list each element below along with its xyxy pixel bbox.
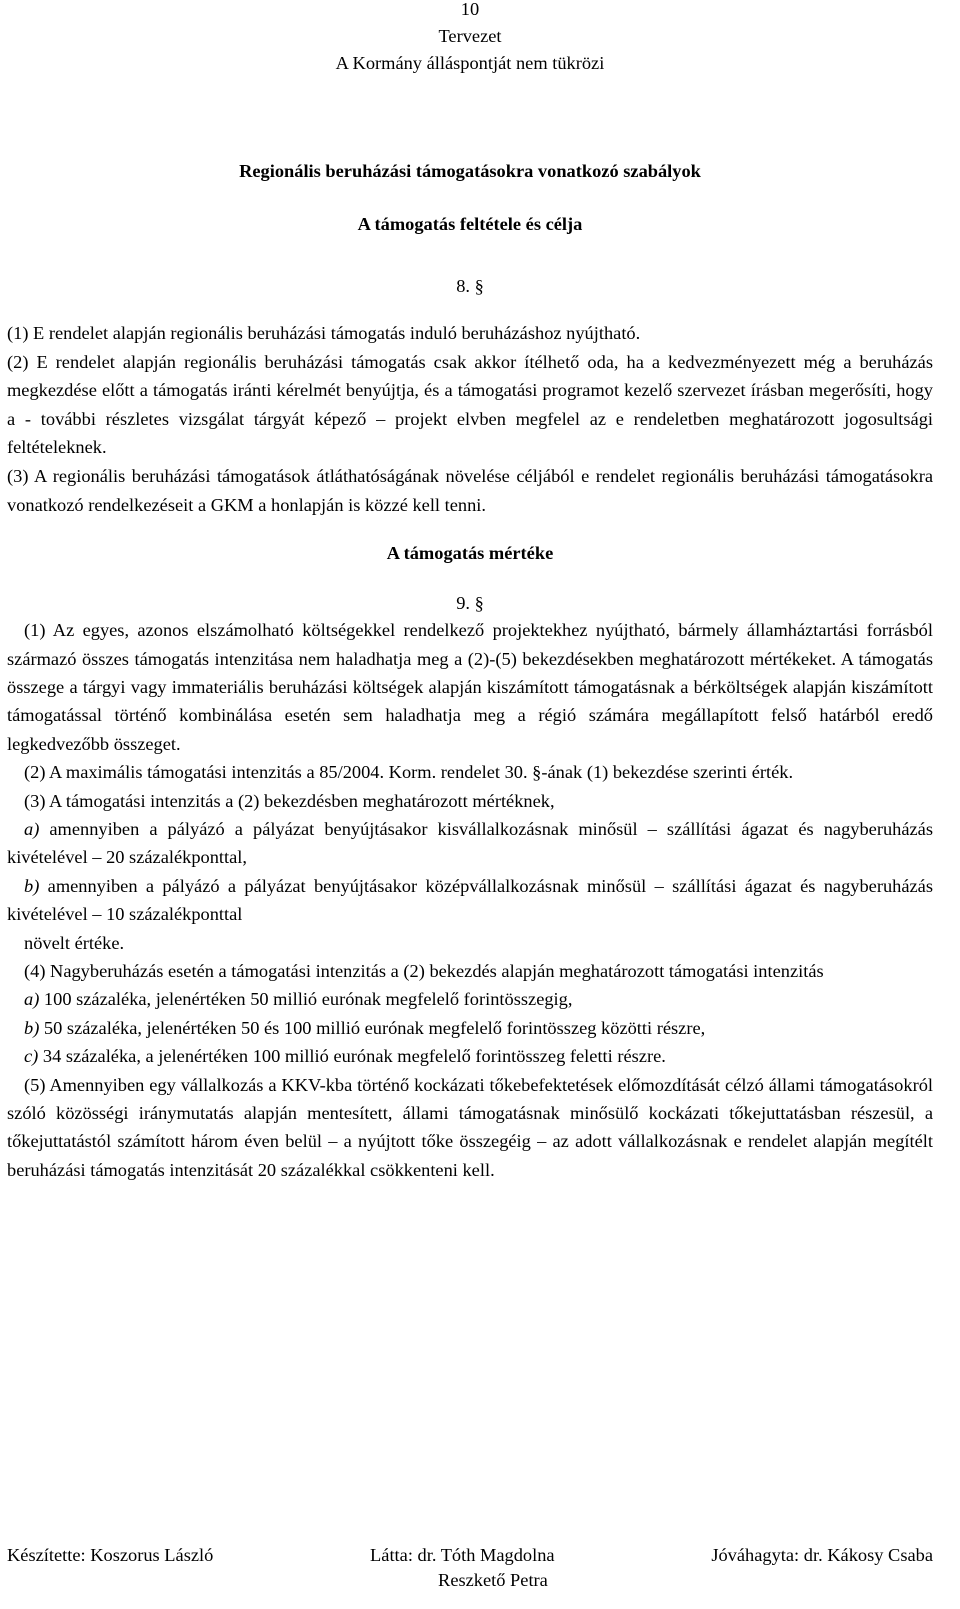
section-9-paragraph-3-item-a [7, 815, 933, 872]
seen-by-second-name: Reszkető Petra [438, 1570, 548, 1590]
item-a-text: amennyiben a pályázó a pályázat benyújtásakor kisvállalkozásnak minősül – szállítási ágazat és nagyberuházás kivételével – 20 százalékponttal, [7, 819, 933, 868]
item-b-text: amennyiben a pályázó a pályázat benyújtásakor középvállalkozásnak minősül – szállítási ágazat és nagyberuházás kivételével – 10 százalékponttal [7, 875, 933, 925]
section-9-paragraph-4-item-c [7, 1042, 933, 1070]
section-9-paragraph-2: (2) A maximális támogatási intenzitás a 85/2004. Korm. rendelet 30. §-ának (1) bekezdése szerinti érték. [24, 762, 794, 783]
section-9-paragraph-4-item-b [7, 1014, 933, 1042]
seen-by [370, 1541, 555, 1590]
item-b-label: b) [24, 1017, 40, 1038]
item-c-text: 34 százaléka, a jelenértéken 100 millió eurónak megfelelő forintösszeg feletti részre. [38, 1046, 666, 1067]
prepared-by: Készítette: Koszorus László [7, 1545, 214, 1565]
section-8-paragraph-2: (2) E rendelet alapján regionális beruházási támogatás csak akkor ítélhető oda, ha a kedvezményezett még a beruházás megkezdése előtt a támogatás iránti kérelmét benyújtja, és a támogatási programot kezelő szervezet írásban megerősíti, hogy a - további részletes vizsgálat tárgyát képező – projekt elvben megfelel az e rendeletben meghatározott jogosultsági feltételeknek. [7, 351, 933, 458]
item-b-label: b) [24, 875, 40, 896]
document-title: Regionális beruházási támogatásokra vonatkozó szabályok [239, 161, 701, 181]
seen-by-name: Látta: dr. Tóth Magdolna [370, 1545, 555, 1565]
section-8-label: 8. § [456, 276, 484, 296]
item-a-label: a) [24, 989, 40, 1010]
document-page [7, 0, 933, 1184]
section-9-label: 9. § [456, 593, 484, 614]
draft-label: Tervezet [438, 26, 502, 46]
section-9-paragraph-4-intro: (4) Nagyberuházás esetén a támogatási intenzitás a (2) bekezdés alapján meghatározott támogatási intenzitás [24, 961, 824, 982]
section-9-paragraph-3-intro: (3) A támogatási intenzitás a (2) bekezdésben meghatározott mértéknek, [24, 790, 555, 811]
item-a-text: 100 százaléka, jelenértéken 50 millió eurónak megfelelő forintösszegig, [39, 989, 573, 1010]
approved-by: Jóváhagyta: dr. Kákosy Csaba [711, 1545, 933, 1565]
page-number: 10 [460, 0, 480, 19]
section-8-paragraph-3: (3) A regionális beruházási támogatások átláthatóságának növelése céljából e rendelet regionális beruházási támogatásokra vonatkozó rendelkezéseit a GKM a honlapján is közzé kell tenni. [7, 465, 933, 515]
section-9-paragraph-5: (5) Amennyiben egy vállalkozás a KKV-kba történő kockázati tőkebefektetések előmozdítását célzó állami támogatásokról szóló közösségi iránymutatás alapján mentesített, állami támogatásnak minősülő kockázati tőkejuttatásban részesül, a tőkejuttatástól számított három éven belül – a nyújtott tőke összegéig – az adott vállalkozásnak e rendelet alapján megítélt beruházási támogatás intenzitását 20 százalékkal csökkenteni kell. [7, 1074, 933, 1180]
section-subtitle: A támogatás feltétele és célja [357, 214, 583, 234]
item-a-label: a) [24, 819, 40, 839]
signature-footer [7, 1541, 933, 1590]
section-heading-amount: A támogatás mértéke [386, 543, 554, 564]
section-9-paragraph-4-item-a [7, 985, 933, 1013]
section-9-paragraph-3-end: növelt értéke. [24, 932, 125, 953]
section-9-paragraph-3-item-b [7, 872, 933, 929]
disclaimer: A Kormány álláspontját nem tükrözi [335, 53, 605, 73]
section-8-paragraph-1: (1) E rendelet alapján regionális beruházási támogatás induló beruházáshoz nyújtható. [7, 323, 641, 343]
item-b-text: 50 százaléka, jelenértéken 50 és 100 millió eurónak megfelelő forintösszeg közötti részre, [39, 1017, 706, 1038]
item-c-label: c) [24, 1046, 39, 1067]
signature-row [7, 1541, 933, 1590]
section-9-paragraph-1: (1) Az egyes, azonos elszámolható költségekkel rendelkező projektekhez nyújtható, bármely államháztartási forrásból származó összes támogatás intenzitása nem haladhatja meg a (2)-(5) bekezdésekben meghatározott mértékeket. A támogatás összege a tárgyi vagy immateriális beruházási költségek alapján kiszámított támogatásnak a bérköltségek alapján kiszámított támogatással történő kombinálása esetén sem haladhatja meg a régió számára megállapított felső határból eredő legkedvezőbb összeget. [7, 620, 933, 754]
